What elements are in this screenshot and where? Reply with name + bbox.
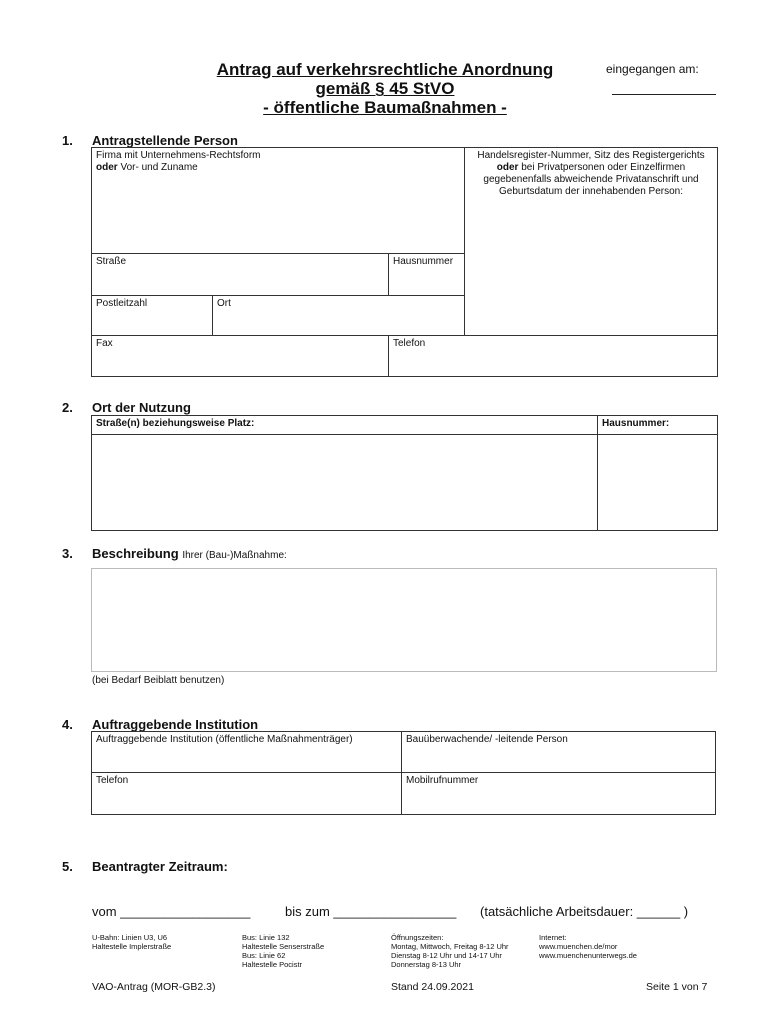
firma-label: Firma mit Unternehmens-Rechtsform oder Vor- und Zuname (96, 150, 261, 173)
strassen-column-label: Straße(n) beziehungsweise Platz: (96, 418, 255, 429)
hausnummer-field[interactable] (388, 253, 465, 296)
ubahn-info: U-Bahn: Linien U3, U6 Haltestelle Implerstraße (92, 933, 172, 951)
ort-field[interactable] (212, 295, 465, 336)
section2-number: 2. (62, 400, 73, 415)
form-title-line2: gemäß § 45 StVO (315, 79, 455, 98)
handelsregister-field[interactable] (464, 147, 718, 336)
section2-heading: Ort der Nutzung (92, 400, 191, 415)
plz-label: Postleitzahl (96, 298, 148, 309)
mobil-label: Mobilrufnummer (406, 775, 479, 786)
institution-field[interactable] (91, 731, 402, 773)
institution-telefon-label: Telefon (96, 775, 129, 786)
form-title-line1: Antrag auf verkehrsrechtliche Anordnung (216, 60, 554, 79)
received-label: eingegangen am: (606, 62, 699, 76)
page-number: Seite 1 von 7 (646, 981, 708, 993)
firma-field[interactable] (91, 147, 465, 254)
vom-field[interactable]: vom __________________ (92, 904, 251, 919)
section3-number: 3. (62, 546, 73, 561)
section4-number: 4. (62, 717, 73, 732)
section4-heading: Auftraggebende Institution (92, 717, 259, 732)
hausnummer-column-header (597, 415, 718, 435)
bauueberwachend-field[interactable] (401, 731, 716, 773)
telefon-label: Telefon (393, 338, 426, 349)
strasse-label: Straße (96, 256, 127, 267)
strassen-field[interactable] (91, 434, 598, 531)
bis-field[interactable]: bis zum _________________ (285, 904, 457, 919)
form-id: VAO-Antrag (MOR-GB2.3) (92, 981, 216, 993)
section5-number: 5. (62, 859, 73, 874)
bus-info: Bus: Linie 132 Haltestelle Senserstraße Bus: Linie 62 Haltestelle Pocistr (242, 933, 325, 969)
received-date-field[interactable] (612, 94, 716, 95)
section1-heading: Antragstellende Person (92, 133, 238, 148)
stand-date: Stand 24.09.2021 (391, 981, 474, 993)
telefon-field[interactable] (388, 335, 718, 377)
fax-field[interactable] (91, 335, 389, 377)
hausnummer-column-label: Hausnummer: (602, 418, 670, 429)
ort-hausnummer-field[interactable] (597, 434, 718, 531)
beschreibung-field[interactable] (91, 568, 717, 672)
fax-label: Fax (96, 338, 113, 349)
arbeitsdauer-field[interactable]: (tatsächliche Arbeitsdauer: ______ ) (480, 904, 689, 919)
oeffnungszeiten-info: Öffnungszeiten: Montag, Mittwoch, Freitag 8-12 Uhr Dienstag 8-12 Uhr und 14-17 Uhr Donnerstag 8-13 Uhr (391, 933, 509, 969)
strasse-field[interactable] (91, 253, 389, 296)
beiblatt-note: (bei Bedarf Beiblatt benutzen) (92, 675, 225, 686)
hausnummer-label: Hausnummer (393, 256, 454, 267)
mobil-field[interactable] (401, 772, 716, 815)
link-muenchen[interactable]: www.muenchen.de/mor (539, 942, 618, 951)
ort-label: Ort (217, 298, 231, 309)
internet-info: Internet: www.muenchen.de/mor www.muenchenunterwegs.de (539, 933, 637, 960)
link-muenchenunterwegs[interactable]: www.muenchenunterwegs.de (539, 951, 637, 960)
form-title-line3: - öffentliche Baumaßnahmen - (263, 98, 507, 117)
section5-heading: Beantragter Zeitraum: (92, 859, 228, 874)
institution-label: Auftraggebende Institution (öffentliche Maßnahmenträger) (96, 734, 353, 745)
institution-telefon-field[interactable] (91, 772, 402, 815)
plz-field[interactable] (91, 295, 213, 336)
bauueberwachend-label: Bauüberwachende/ -leitende Person (406, 734, 568, 745)
strassen-column-header (91, 415, 598, 435)
section1-number: 1. (62, 133, 73, 148)
handelsregister-label: Handelsregister-Nummer, Sitz des Registergerichts oder bei Privatpersonen oder Einzelfirmen gegebenenfalls abweichende Privatanschrift und Geburtsdatum der innehabenden Person: (477, 150, 705, 197)
section3-heading: Beschreibung Ihrer (Bau-)Maßnahme: (92, 546, 287, 561)
